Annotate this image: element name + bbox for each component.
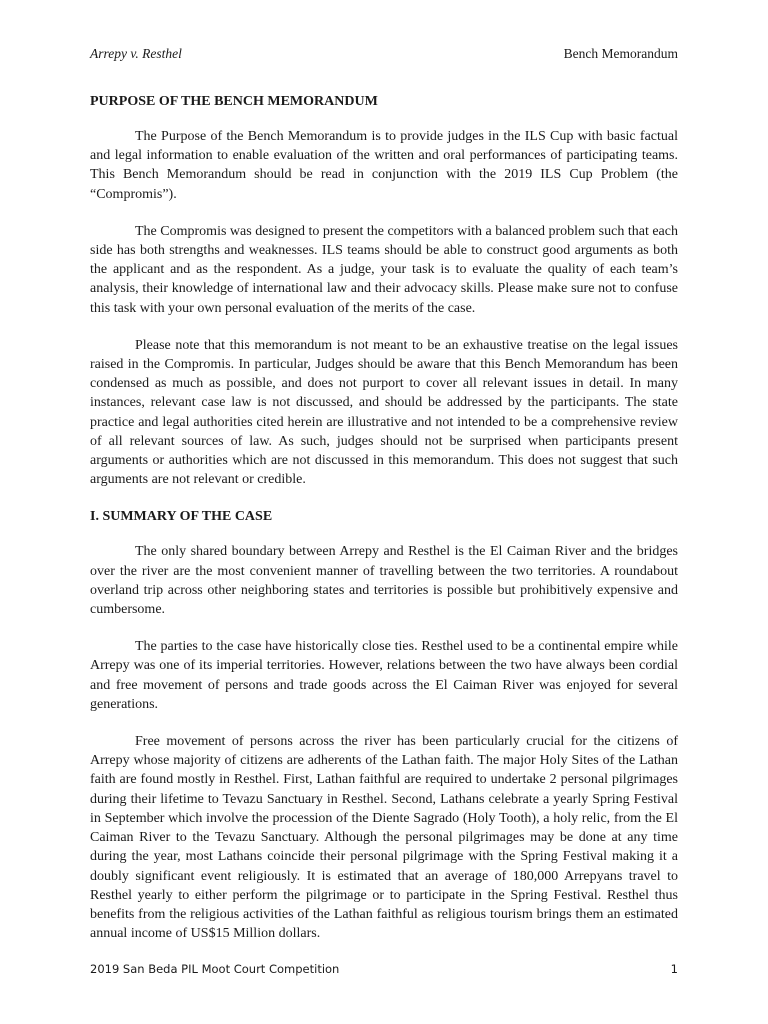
page-footer bbox=[90, 962, 678, 980]
paragraph: The only shared boundary between Arrepy and Resthel is the El Caiman River and the bridges over the river are the most convenient manner of travelling between the two territories. A roundabout overland trip across other neighboring states and territories is possible but prohibitively expensive and cumbersome. bbox=[90, 544, 678, 618]
footer-competition-name: 2019 San Beda PIL Moot Court Competition bbox=[90, 962, 340, 976]
header-case-title: Arrepy v. Resthel bbox=[90, 46, 182, 61]
document-body bbox=[90, 92, 678, 961]
paragraph: The Purpose of the Bench Memorandum is to provide judges in the ILS Cup with basic factual and legal information to enable evaluation of the written and oral performances of participating teams. This Bench Memorandum should be read in conjunction with the 2019 ILS Cup Problem (the “Compromis”). bbox=[90, 129, 678, 202]
page-header bbox=[90, 46, 678, 64]
paragraph: The Compromis was designed to present the competitors with a balanced problem such that each side has both strengths and weaknesses. ILS teams should be able to construct good arguments as both the applicant and as the respondent. As a judge, your task is to evaluate the quality of each team’s analysis, their knowledge of international law and their advocacy skills. Please make sure not to confuse this task with your own personal evaluation of the merits of the case. bbox=[90, 223, 678, 316]
header-doc-type: Bench Memorandum bbox=[563, 46, 678, 61]
paragraph: Please note that this memorandum is not meant to be an exhaustive treatise on the legal issues raised in the Compromis. In particular, Judges should be aware that this Bench Memorandum has been condensed as much as possible, and does not purport to cover all relevant issues in detail. In many instances, relevant case law is not discussed, and should be addressed by the participants. The state practice and legal authorities cited herein are illustrative and not intended to be a comprehensive review of all relevant sources of law. As such, judges should not be surprised when participants present arguments or authorities which are not discussed in this memorandum. This does not suggest that such arguments are not relevant or credible. bbox=[90, 337, 678, 488]
page-number: 1 bbox=[670, 962, 678, 976]
paragraph: Free movement of persons across the river has been particularly crucial for the citizens of Arrepy whose majority of citizens are adherents of the Lathan faith. The major Holy Sites of the Lathan faith are found mostly in Resthel. First, Lathan faithful are required to undertake 2 personal pilgrimages during their lifetime to Tevazu Sanctuary in Resthel. Second, Lathans celebrate a yearly Spring Festival in September which involve the procession of the Diente Sagrado (Holy Tooth), a holy relic, from the El Caiman River to the Tevazu Sanctuary. Although the personal pilgrimages may be done at any time during the year, most Lathans coincide their personal pilgrimage with the Spring Festival making it a doubly significant event religiously. It is estimated that an average of 180,000 Arrepyans travel to Resthel yearly to either perform the pilgrimage or to participate in the Spring Festival. Resthel thus benefits from the religious activities of the Lathan faithful as religious tourism brings them an estimated annual income of US$15 Million dollars. bbox=[90, 734, 678, 942]
section-heading-summary: I. SUMMARY OF THE CASE bbox=[90, 509, 273, 525]
section-heading-purpose: PURPOSE OF THE BENCH MEMORANDUM bbox=[90, 94, 378, 109]
paragraph: The parties to the case have historically close ties. Resthel used to be a continental empire while Arrepy was one of its imperial territories. However, relations between the two have always been cordial and free movement of persons and trade goods across the El Caiman River was enjoyed for several generations. bbox=[90, 639, 678, 712]
